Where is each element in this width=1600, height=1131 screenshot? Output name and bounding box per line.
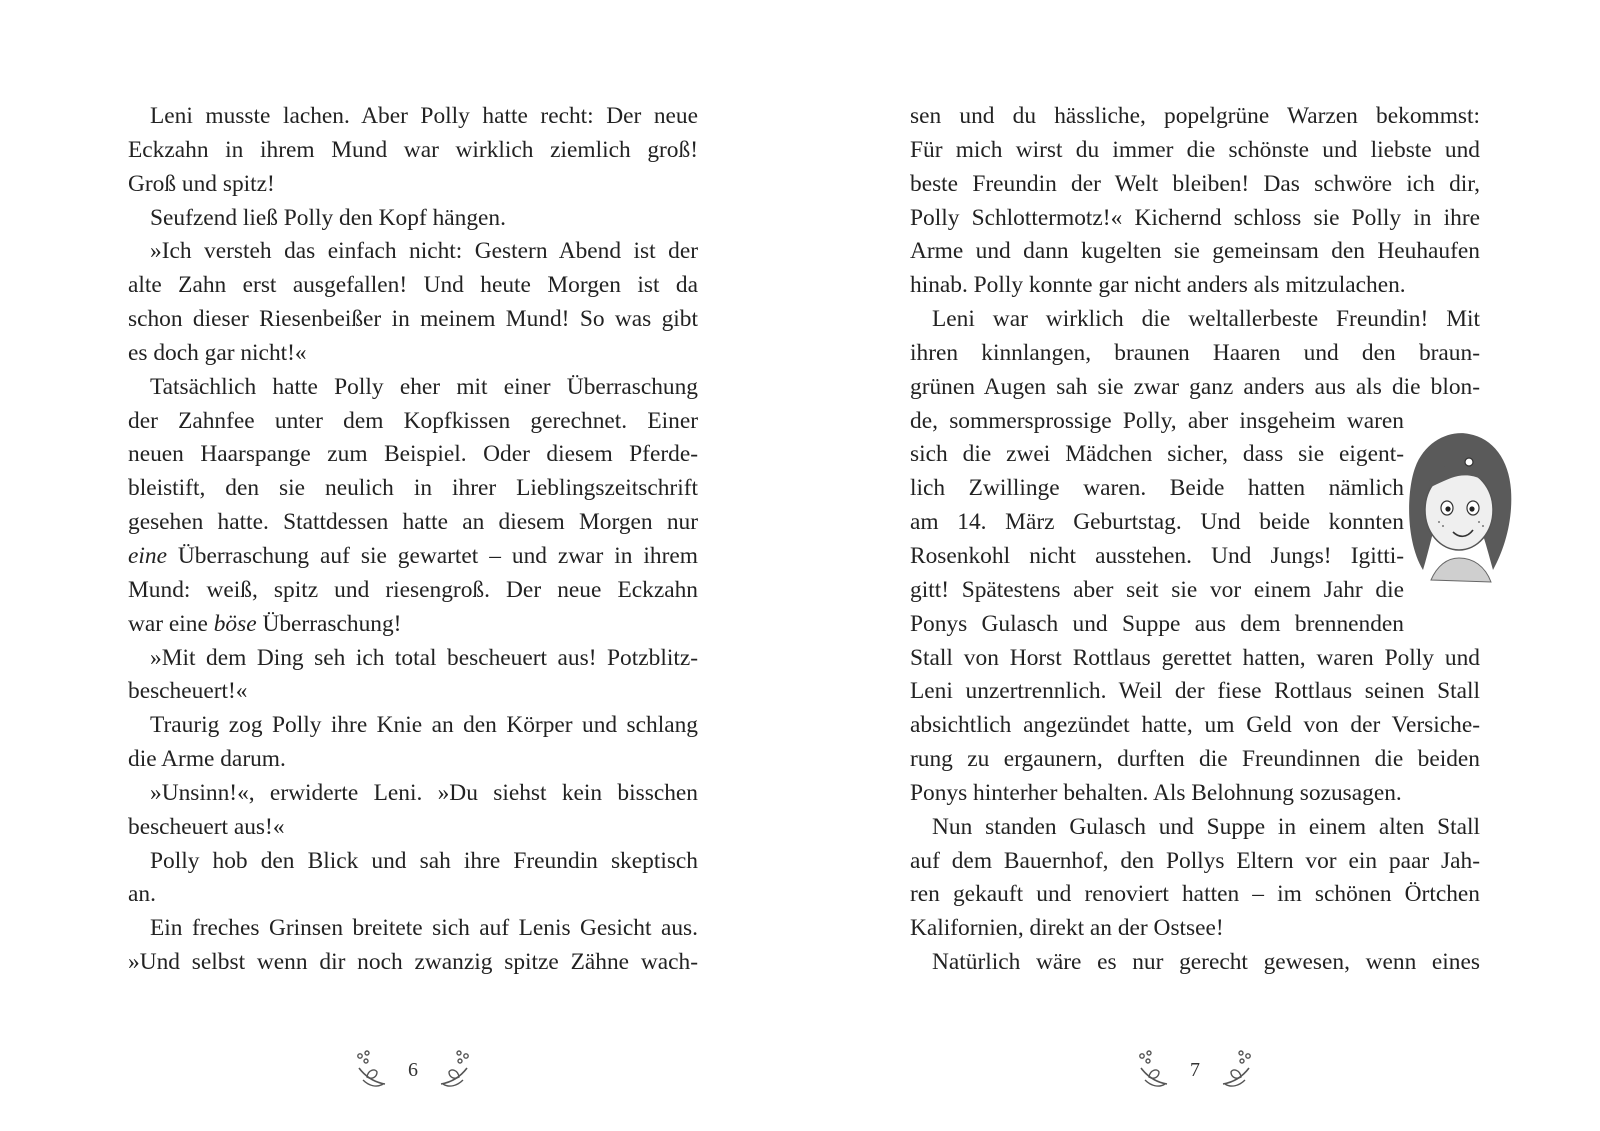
text-line: »Unsinn!«, erwiderte Leni. »Du siehst kein bisschen xyxy=(150,779,698,806)
text-line: beste Freundin der Welt bleiben! Das schwöre ich dir, xyxy=(910,170,1480,197)
text-line: Polly Schlottermotz!« Kichernd schloss sie Polly in ihre xyxy=(910,204,1480,231)
text-line: »Mit dem Ding seh ich total bescheuert aus! Potzblitz- xyxy=(150,644,698,671)
text-line: auf dem Bauernhof, den Pollys Eltern vor ein paar Jah- xyxy=(910,847,1480,874)
leaf-sprig-icon xyxy=(437,1050,473,1090)
text-line: Für mich wirst du immer die schönste und liebste und xyxy=(910,136,1480,163)
text-line: war eine böse Überraschung! xyxy=(128,610,402,637)
text-line: Ein freches Grinsen breitete sich auf Lenis Gesicht aus. xyxy=(150,915,698,942)
text-line: Nun standen Gulasch und Suppe in einem alten Stall xyxy=(932,813,1480,840)
text-line: Ponys Gulasch und Suppe aus dem brennenden xyxy=(910,610,1404,637)
text-line: rung zu ergaunern, durften die Freundinnen die beiden xyxy=(910,746,1480,773)
text-line: hinab. Polly konnte gar nicht anders als mitzulachen. xyxy=(910,272,1406,299)
text-line: bescheuert!« xyxy=(128,678,248,705)
text-line: an. xyxy=(128,881,156,908)
text-line: Ponys hinterher behalten. Als Belohnung sozusagen. xyxy=(910,779,1402,806)
text-line: sich die zwei Mädchen sicher, dass sie eigent- xyxy=(910,441,1404,468)
text-line: Leni war wirklich die weltallerbeste Freundin! Mit xyxy=(932,306,1480,333)
left-page-text xyxy=(128,100,698,980)
text-line: es doch gar nicht!« xyxy=(128,339,307,366)
text-line: Kalifornien, direkt an der Ostsee! xyxy=(910,915,1224,942)
text-line: ren gekauft und renoviert hatten – im schönen Örtchen xyxy=(910,881,1480,908)
text-line: alte Zahn erst ausgefallen! Und heute Morgen ist da xyxy=(128,272,698,299)
leaf-sprig-icon xyxy=(1135,1050,1171,1090)
text-line: Natürlich wäre es nur gerecht gewesen, wenn eines xyxy=(932,949,1480,976)
text-line: neuen Haarspange zum Beispiel. Oder diesem Pferde- xyxy=(128,441,698,468)
text-line: bescheuert aus!« xyxy=(128,813,285,840)
text-line: am 14. März Geburtstag. Und beide konnten xyxy=(910,509,1404,536)
text-line: Leni unzertrennlich. Weil der fiese Rottlaus seinen Stall xyxy=(910,678,1480,705)
text-line: Traurig zog Polly ihre Knie an den Körper und schlang xyxy=(150,712,698,739)
right-page-footer xyxy=(1115,1045,1275,1095)
text-line: Stall von Horst Rottlaus gerettet hatten, waren Polly und xyxy=(910,644,1480,671)
page-number: 6 xyxy=(408,1058,418,1081)
text-line: Rosenkohl nicht ausstehen. Und Jungs! Igitti- xyxy=(910,542,1404,569)
text-line: ihren kinnlangen, braunen Haaren und den braun- xyxy=(910,339,1480,366)
text-line: der Zahnfee unter dem Kopfkissen gerechnet. Einer xyxy=(128,407,698,434)
page-number: 7 xyxy=(1190,1058,1200,1081)
text-line: Leni musste lachen. Aber Polly hatte recht: Der neue xyxy=(150,103,698,129)
text-line: Mund: weiß, spitz und riesengroß. Der neue Eckzahn xyxy=(128,576,698,603)
text-line: Eckzahn in ihrem Mund war wirklich ziemlich groß! xyxy=(128,136,698,163)
left-page-footer xyxy=(333,1045,493,1095)
text-line: schon dieser Riesenbeißer in meinem Mund! So was gibt xyxy=(128,306,698,333)
leaf-sprig-icon xyxy=(1219,1050,1255,1090)
text-line: gesehen hatte. Stattdessen hatte an diesem Morgen nur xyxy=(128,509,698,536)
text-line: Arme und dann kugelten sie gemeinsam den Heuhaufen xyxy=(910,238,1480,265)
text-line: Seufzend ließ Polly den Kopf hängen. xyxy=(150,204,506,231)
leaf-sprig-icon xyxy=(353,1050,389,1090)
italic-emphasis: böse xyxy=(213,610,257,637)
text-line: bleistift, den sie neulich in ihrer Lieblingszeitschrift xyxy=(128,475,698,502)
text-line: absichtlich angezündet hatte, um Geld von der Versiche- xyxy=(910,712,1480,739)
text-line: lich Zwillinge waren. Beide hatten nämlich xyxy=(910,475,1404,502)
text-line: Polly hob den Blick und sah ihre Freundin skeptisch xyxy=(150,847,698,874)
text-line: Tatsächlich hatte Polly eher mit einer Überraschung xyxy=(150,373,698,400)
text-line: »Und selbst wenn dir noch zwanzig spitze Zähne wach- xyxy=(128,949,698,976)
text-line: sen und du hässliche, popelgrüne Warzen bekommst: xyxy=(910,103,1480,129)
text-line: »Ich versteh das einfach nicht: Gestern Abend ist der xyxy=(150,238,698,265)
text-line: de, sommersprossige Polly, aber insgeheim waren xyxy=(910,407,1404,434)
text-line: eine Überraschung auf sie gewartet – und zwar in ihrem xyxy=(128,542,698,569)
text-line: gitt! Spätestens aber seit sie vor einem Jahr die xyxy=(910,576,1404,603)
text-line: die Arme darum. xyxy=(128,746,286,773)
girl-portrait-icon xyxy=(1393,420,1523,590)
text-line: grünen Augen sah sie zwar ganz anders aus als die blon- xyxy=(910,373,1480,400)
text-line: Groß und spitz! xyxy=(128,170,275,197)
italic-emphasis: eine xyxy=(128,542,167,569)
